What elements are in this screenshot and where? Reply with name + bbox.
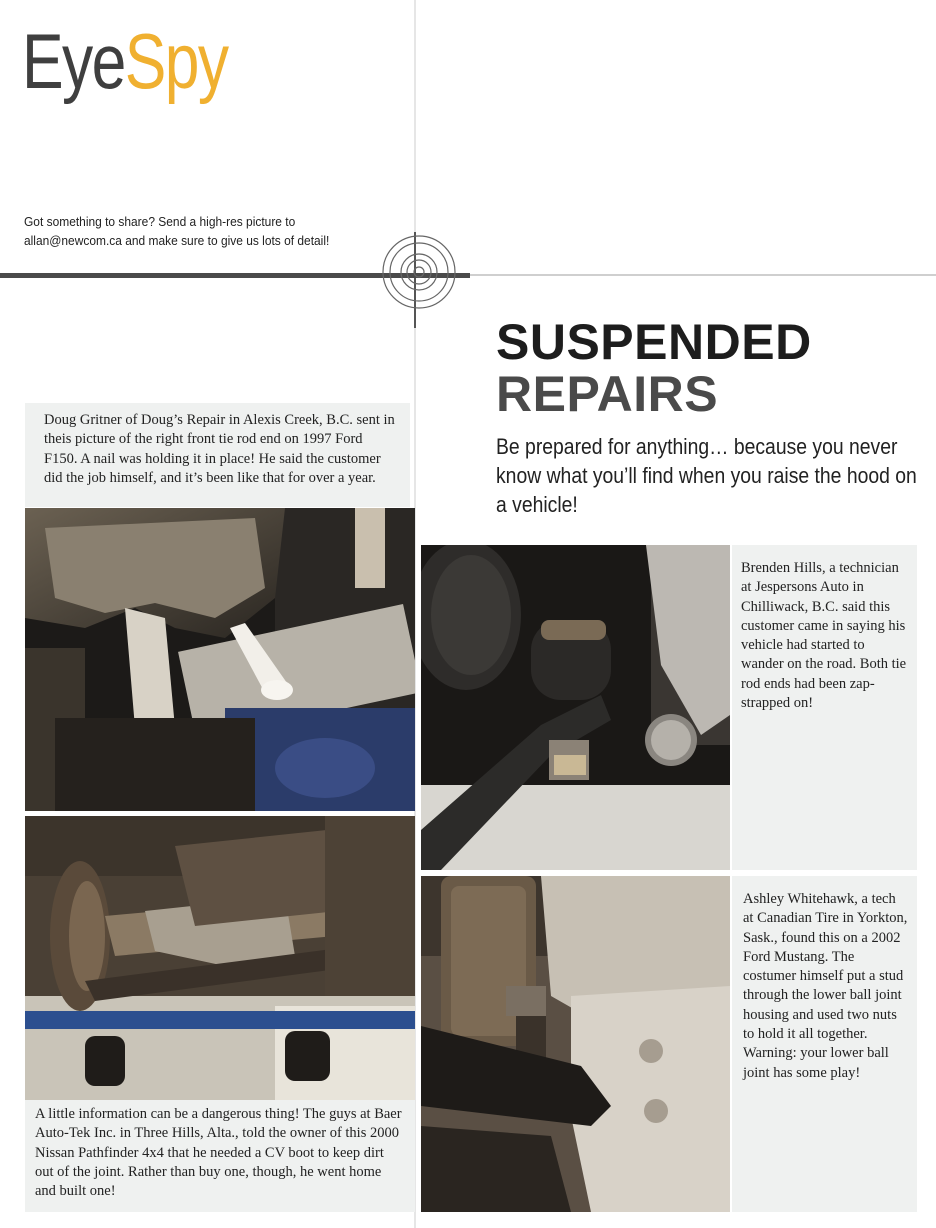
eyespy-logo [22, 17, 228, 105]
photo-diy-cv-boot [25, 816, 415, 1100]
caption-baer-auto-tek: A little information can be a dangerous thing! The guys at Baer Auto-Tek Inc. in Three Hills, Alta., told the owner of this 2000 Nissan Pathfinder 4x4 that he needed a CV boot to keep dirt out of the joint. Rather than buy one, though, he went home and built one! [25, 1100, 415, 1212]
horizontal-guide-line [470, 274, 936, 276]
title-line-1: SUSPENDED [496, 314, 812, 370]
caption-doug-gritner: Doug Gritner of Doug’s Repair in Alexis Creek, B.C. sent in theis picture of the right front tie rod end on 1997 Ford F150. A nail was holding it in place! He said the customer did the job himself, and it’s been like that for over a year. [25, 403, 410, 507]
submission-tagline: Got something to share? Send a high-res picture to allan@newcom.ca and make sure to give us lots of detail! [24, 214, 330, 248]
photo-ball-joint-stud [421, 876, 730, 1212]
article-subtitle: Be prepared for anything… because you never know what you’ll find when you raise the hood on a vehicle! [496, 434, 917, 517]
photo-tie-rod-nail [25, 508, 415, 811]
article-title [496, 316, 812, 420]
photo-zip-strapped-tie-rod [421, 545, 730, 870]
title-line-2: REPAIRS [496, 366, 719, 422]
crosshair-target-icon [371, 232, 467, 328]
caption-brenden-hills: Brenden Hills, a technician at Jespersons Auto in Chilliwack, B.C. said this customer came in saying his vehicle had started to wander on the road. Both tie rod ends had been zap-strapped on! [732, 545, 917, 870]
logo-eye: Eye [22, 17, 125, 105]
logo-spy: Spy [124, 17, 228, 105]
caption-ashley-whitehawk: Ashley Whitehawk, a tech at Canadian Tire in Yorkton, Sask., found this on a 2002 Ford Mustang. The costumer himself put a stud through the lower ball joint housing and used two nuts to hold it all together. Warning: your lower ball joint has some play! [732, 876, 917, 1212]
